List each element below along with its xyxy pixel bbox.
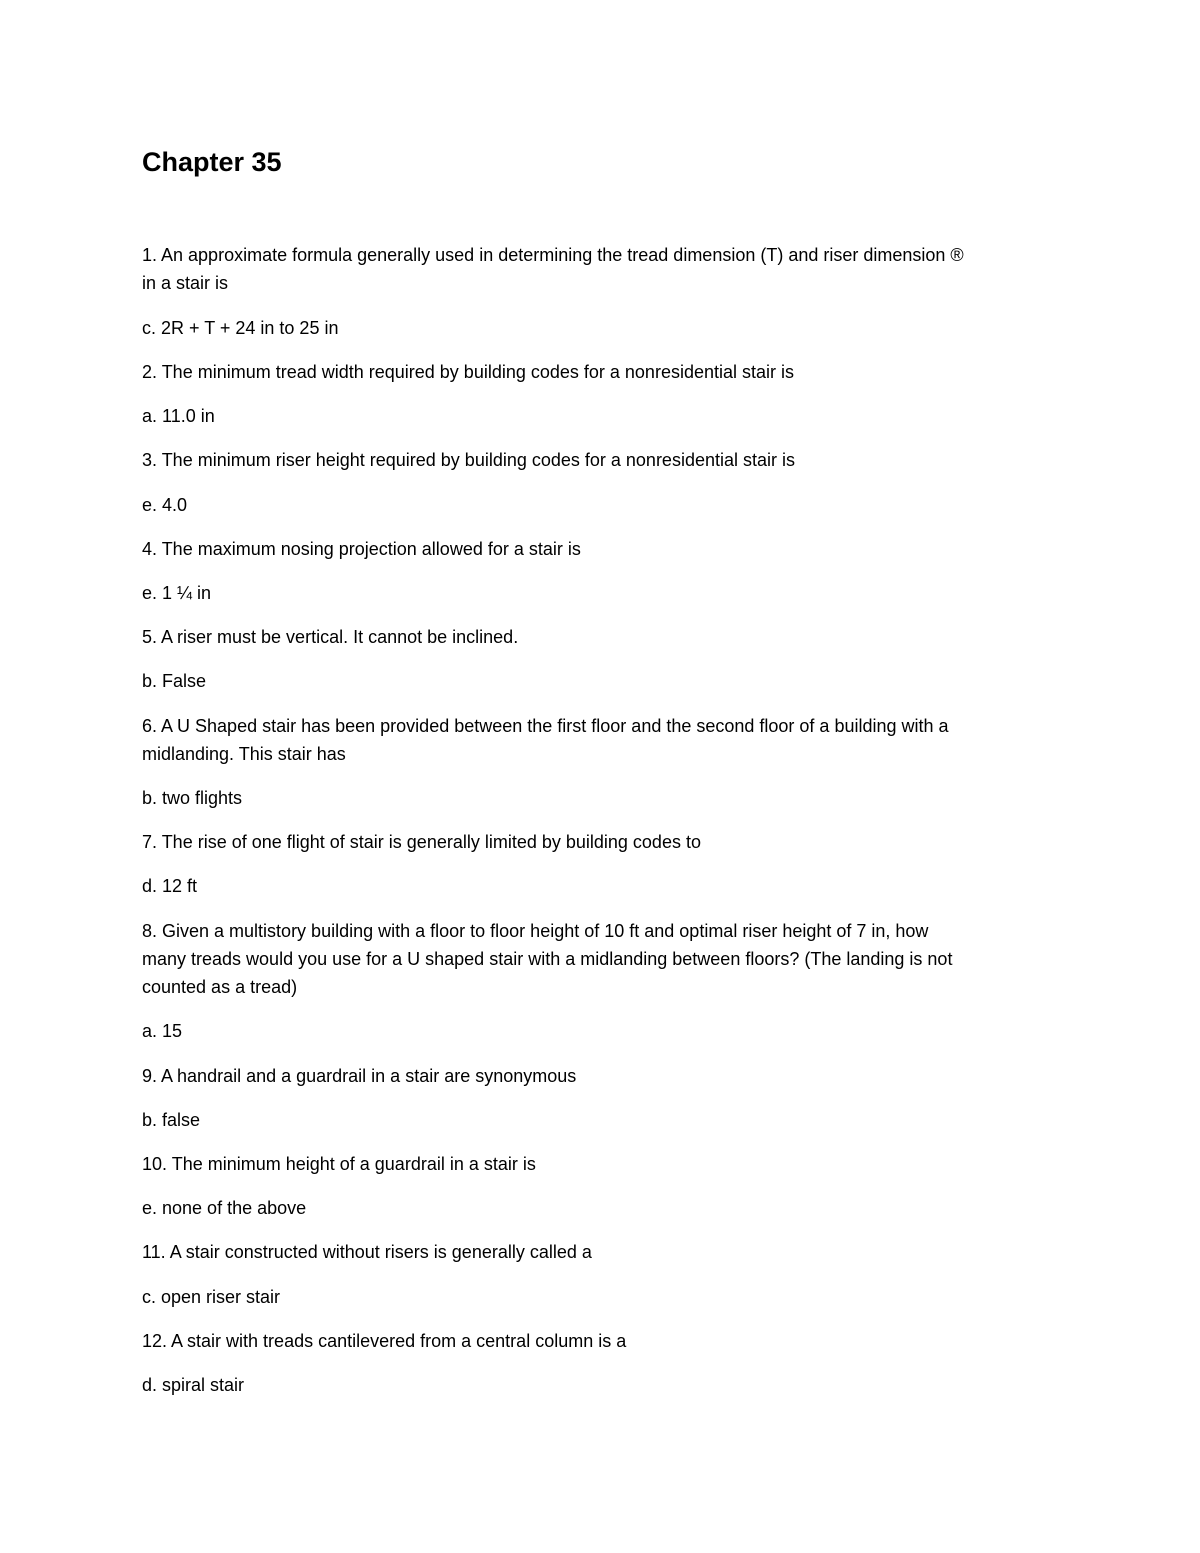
question-7: 7. The rise of one flight of stair is generally limited by building codes to bbox=[142, 832, 701, 852]
question-9: 9. A handrail and a guardrail in a stair are synonymous bbox=[142, 1066, 577, 1086]
question-6-line-2: midlanding. This stair has bbox=[142, 744, 346, 764]
question-2: 2. The minimum tread width required by building codes for a nonresidential stair is bbox=[142, 362, 794, 382]
answer-2: a. 11.0 in bbox=[142, 406, 215, 426]
question-6-line-1: 6. A U Shaped stair has been provided between the first floor and the second floor of a building with a bbox=[142, 716, 949, 736]
answer-1: c. 2R + T + 24 in to 25 in bbox=[142, 318, 339, 338]
question-11: 11. A stair constructed without risers is generally called a bbox=[142, 1242, 592, 1262]
question-10: 10. The minimum height of a guardrail in a stair is bbox=[142, 1154, 536, 1174]
answer-7: d. 12 ft bbox=[142, 876, 198, 896]
question-8-line-1: 8. Given a multistory building with a floor to floor height of 10 ft and optimal riser height of 7 in, how bbox=[142, 921, 929, 941]
answer-3: e. 4.0 bbox=[142, 495, 188, 515]
question-5: 5. A riser must be vertical. It cannot be inclined. bbox=[142, 627, 519, 647]
answer-12: d. spiral stair bbox=[142, 1375, 245, 1395]
page-title: Chapter 35 bbox=[142, 147, 282, 177]
answer-10: e. none of the above bbox=[142, 1198, 307, 1218]
answer-6: b. two flights bbox=[142, 788, 243, 808]
question-1-line-1: 1. An approximate formula generally used in determining the tread dimension (T) and riser dimension ® bbox=[142, 245, 964, 265]
question-1-line-2: in a stair is bbox=[142, 273, 229, 293]
question-8-line-3: counted as a tread) bbox=[142, 977, 298, 997]
answer-9: b. false bbox=[142, 1110, 201, 1130]
answer-4: e. 1 ¼ in bbox=[142, 583, 212, 603]
question-12: 12. A stair with treads cantilevered from a central column is a bbox=[142, 1331, 627, 1351]
question-8-line-2: many treads would you use for a U shaped stair with a midlanding between floors? (The landing is not bbox=[142, 949, 953, 969]
answer-5: b. False bbox=[142, 671, 207, 691]
question-3: 3. The minimum riser height required by building codes for a nonresidential stair is bbox=[142, 450, 795, 470]
question-4: 4. The maximum nosing projection allowed for a stair is bbox=[142, 539, 581, 559]
answer-11: c. open riser stair bbox=[142, 1287, 281, 1307]
answer-8: a. 15 bbox=[142, 1021, 183, 1041]
